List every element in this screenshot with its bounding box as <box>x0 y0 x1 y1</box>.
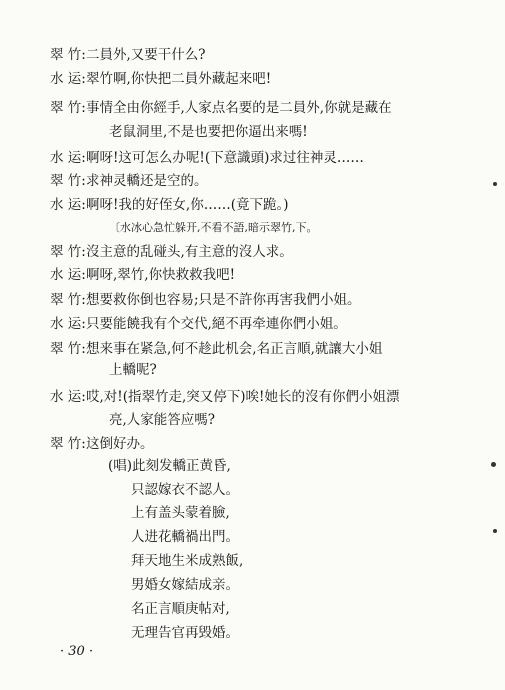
dialogue-line <box>0 194 505 216</box>
verse-line <box>0 502 505 524</box>
verse-line <box>0 598 505 620</box>
verse-line <box>0 574 505 596</box>
line-text: 哎,对!(指翠竹走,突又停下)唉!她长的沒有你們小姐漂 <box>86 389 400 405</box>
line-text: 事情全由你經手,人家点名要的是二員外,你就是藏在 <box>86 100 392 116</box>
line-text: 想来事在紧急,何不趁此机会,名正言順,就讓大小姐 <box>86 341 383 357</box>
speaker-name: 翠 竹: <box>50 341 86 357</box>
speaker-name: 水 运: <box>50 389 86 405</box>
stage-direction <box>0 217 505 239</box>
verse-line <box>0 550 505 572</box>
line-text: 啊呀,翠竹,你快救救我吧! <box>86 267 236 283</box>
line-text: 只認嫁衣不認人。 <box>131 482 239 498</box>
dialogue-line <box>0 97 505 119</box>
speaker-name: 水 运: <box>50 197 86 213</box>
dialogue-line <box>0 68 505 90</box>
line-text: 想要救你倒也容易;只是不許你再害我們小姐。 <box>86 292 361 308</box>
ink-speck <box>493 182 497 186</box>
verse-line <box>0 526 505 548</box>
line-text: 〔水冰心急忙躲开,不看不語,暗示翠竹,下。 <box>109 221 318 234</box>
line-text: 男婚女嫁結成亲。 <box>131 577 239 593</box>
line-text: 求神灵轎还是空的。 <box>86 173 208 189</box>
line-text: 老鼠洞里,不是也要把你逼出来嗎! <box>109 124 308 140</box>
speaker-name: 翠 竹: <box>50 47 86 63</box>
line-text: 啊呀!我的好侄女,你……(竟下跪。) <box>86 197 289 213</box>
line-text: 二員外,又要干什么? <box>86 47 206 63</box>
speaker-name: 翠 竹: <box>50 173 86 189</box>
ink-speck <box>491 462 496 467</box>
verse-line <box>0 479 505 501</box>
page-number: · 30 · <box>60 644 94 659</box>
dialogue-line <box>0 433 505 455</box>
line-text: 人进花轎禍出門。 <box>131 529 239 545</box>
dialogue-line <box>0 170 505 192</box>
line-text: 翠竹啊,你快把二員外藏起来吧! <box>86 71 272 87</box>
speaker-name: 水 运: <box>50 71 86 87</box>
line-text: 名正言順庚帖对, <box>131 601 230 617</box>
dialogue-line <box>0 241 505 263</box>
speaker-name: 翠 竹: <box>50 436 86 452</box>
line-text: 无理告官再毁婚。 <box>131 625 239 641</box>
song-line <box>0 455 505 477</box>
speaker-name: 水 运: <box>50 316 86 332</box>
line-text: 沒主意的乱碰头,有主意的沒人求。 <box>86 244 293 260</box>
dialogue-line <box>0 147 505 169</box>
dialogue-line <box>0 264 505 286</box>
verse-line <box>0 622 505 644</box>
line-text: (唱)此刻发轎正黄昏, <box>108 458 231 474</box>
line-text: 亮,人家能答应嗎? <box>109 412 216 428</box>
dialogue-line <box>0 386 505 408</box>
continuation-line <box>0 409 505 431</box>
line-text: 上有盖头蒙着臉, <box>131 505 230 521</box>
dialogue-line <box>0 289 505 311</box>
line-text: 拜天地生米成熟飯, <box>131 553 244 569</box>
continuation-line <box>0 121 505 143</box>
line-text: 只要能饒我有个交代,絕不再牵連你們小姐。 <box>86 316 347 332</box>
line-text: 上轎呢? <box>109 362 157 378</box>
ink-speck <box>493 529 497 533</box>
dialogue-line <box>0 338 505 360</box>
continuation-line <box>0 359 505 381</box>
speaker-name: 翠 竹: <box>50 100 86 116</box>
line-text: 这倒好办。 <box>86 436 154 452</box>
dialogue-line <box>0 44 505 66</box>
dialogue-line <box>0 313 505 335</box>
speaker-name: 翠 竹: <box>50 244 86 260</box>
speaker-name: 水 运: <box>50 150 86 166</box>
speaker-name: 翠 竹: <box>50 292 86 308</box>
line-text: 啊呀!这可怎么办呢!(下意識頭)求过往神灵…… <box>86 150 364 166</box>
speaker-name: 水 运: <box>50 267 86 283</box>
